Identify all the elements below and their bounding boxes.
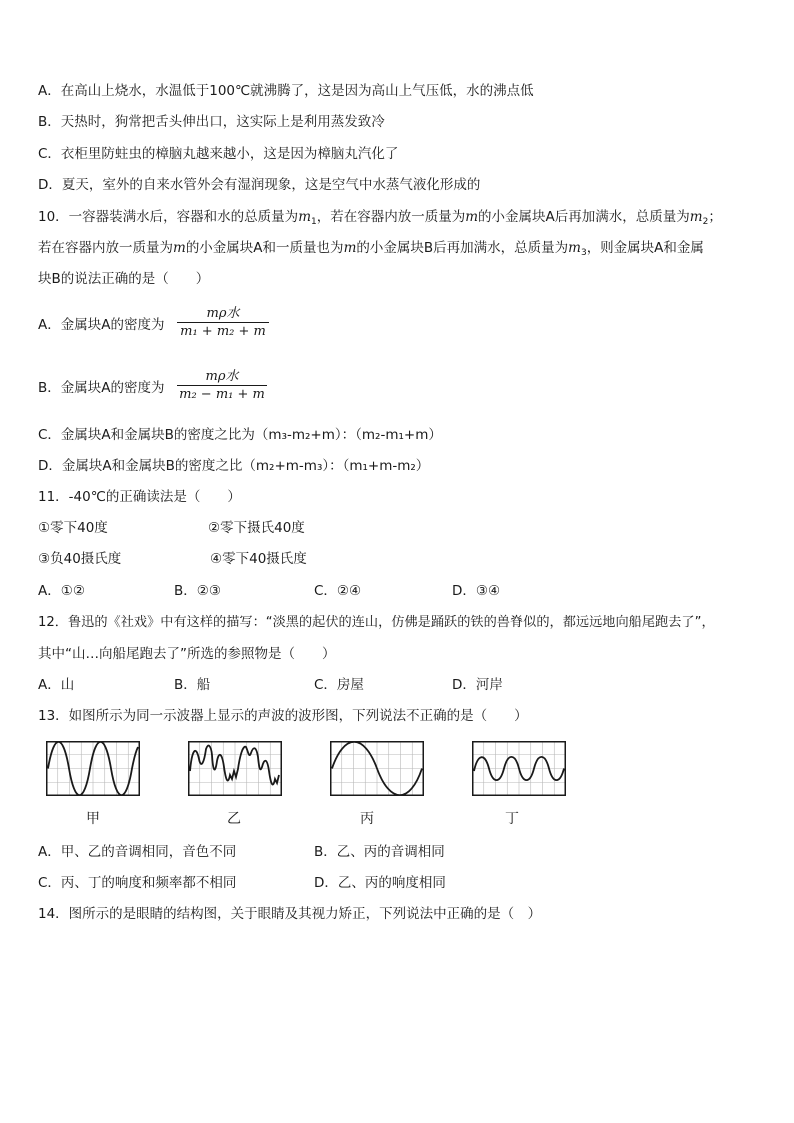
q10-option-a-fraction bbox=[177, 305, 269, 341]
q12-stem-line2: 其中“山…向船尾跑去了”所选的参照物是（ ） bbox=[38, 646, 336, 662]
q11-choice-3: ③负40摄氏度 bbox=[38, 551, 122, 567]
q13-option-b: B．乙、丙的音调相同 bbox=[314, 844, 445, 860]
q9-option-c: C．衣柜里防蛀虫的樟脑丸越来越小，这是因为樟脑丸汽化了 bbox=[38, 146, 399, 162]
q10-stem-line1: 10．一容器装满水后，容器和水的总质量为$m_1$，若在容器内放一质量为m的小金属块A后再加满水，总质量为$m_2$； bbox=[38, 209, 722, 227]
q13-stem: 13．如图所示为同一示波器上显示的声波的波形图，下列说法不正确的是（ ） bbox=[38, 708, 528, 724]
fraction-denominator: m₂ − m₁ + m bbox=[179, 387, 265, 402]
q10-option-a-label: A．金属块A的密度为 bbox=[38, 317, 165, 333]
q10-option-b-fraction bbox=[177, 368, 267, 404]
waveform-label-ding: 丁 bbox=[505, 811, 519, 827]
q9-option-a: A．在高山上烧水，水温低于100℃就沸腾了，这是因为高山上气压低，水的沸点低 bbox=[38, 83, 534, 99]
q11-choice-1: ①零下40度 bbox=[38, 520, 108, 536]
q10-option-d: D．金属块A和金属块B的密度之比（m₂+m-m₃）：（m₁+m-m₂） bbox=[38, 458, 430, 474]
q12-option-c: C．房屋 bbox=[314, 677, 364, 693]
q13-option-c: C．丙、丁的响度和频率都不相同 bbox=[38, 875, 237, 891]
q12-stem-line1: 12．鲁迅的《社戏》中有这样的描写：“淡黑的起伏的连山，仿佛是踊跃的铁的兽脊似的，都远远地向船尾跑去了”， bbox=[38, 615, 715, 630]
fraction-numerator: mρ水 bbox=[206, 306, 240, 321]
q13-option-a: A．甲、乙的音调相同，音色不同 bbox=[38, 844, 237, 860]
q11-option-b: B．②③ bbox=[174, 583, 221, 599]
q9-option-b: B．天热时，狗常把舌头伸出口，这实际上是利用蒸发致冷 bbox=[38, 114, 385, 130]
waveform-label-jia: 甲 bbox=[86, 811, 100, 827]
q11-stem: 11．-40℃的正确读法是（ ） bbox=[38, 489, 241, 505]
q11-choice-2: ②零下摄氏40度 bbox=[208, 520, 305, 536]
q10-option-b-label: B．金属块A的密度为 bbox=[38, 380, 165, 396]
fraction-denominator: m₁ + m₂ + m bbox=[180, 324, 266, 339]
waveform-jia bbox=[46, 741, 140, 796]
q11-option-c: C．②④ bbox=[314, 583, 362, 599]
waveform-yi bbox=[188, 741, 282, 796]
q12-option-d: D．河岸 bbox=[452, 677, 503, 693]
q11-option-a: A．①② bbox=[38, 583, 85, 599]
q10-option-c: C．金属块A和金属块B的密度之比为（m₃-m₂+m）：（m₂-m₁+m） bbox=[38, 427, 442, 443]
q10-stem-line2: 若在容器内放一质量为m的小金属块A和一质量也为m的小金属块B后再加满水，总质量为$m_3$，则金属块A和金属 bbox=[38, 240, 704, 258]
q14-stem: 14．图所示的是眼睛的结构图，关于眼睛及其视力矫正，下列说法中正确的是（ ） bbox=[38, 906, 542, 922]
q13-option-d: D．乙、丙的响度相同 bbox=[314, 875, 446, 891]
q11-option-d: D．③④ bbox=[452, 583, 501, 599]
q12-option-b: B．船 bbox=[174, 677, 211, 693]
q9-option-d: D．夏天，室外的自来水管外会有湿润现象，这是空气中水蒸气液化形成的 bbox=[38, 177, 481, 193]
waveform-label-bing: 丙 bbox=[360, 811, 374, 827]
fraction-numerator: mρ水 bbox=[205, 369, 239, 384]
q10-stem-line3: 块B的说法正确的是（ ） bbox=[38, 271, 210, 287]
waveform-bing bbox=[330, 741, 424, 796]
waveform-label-yi: 乙 bbox=[227, 811, 241, 827]
q12-option-a: A．山 bbox=[38, 677, 75, 693]
q11-choice-4: ④零下40摄氏度 bbox=[210, 551, 307, 567]
waveform-ding bbox=[472, 741, 566, 796]
